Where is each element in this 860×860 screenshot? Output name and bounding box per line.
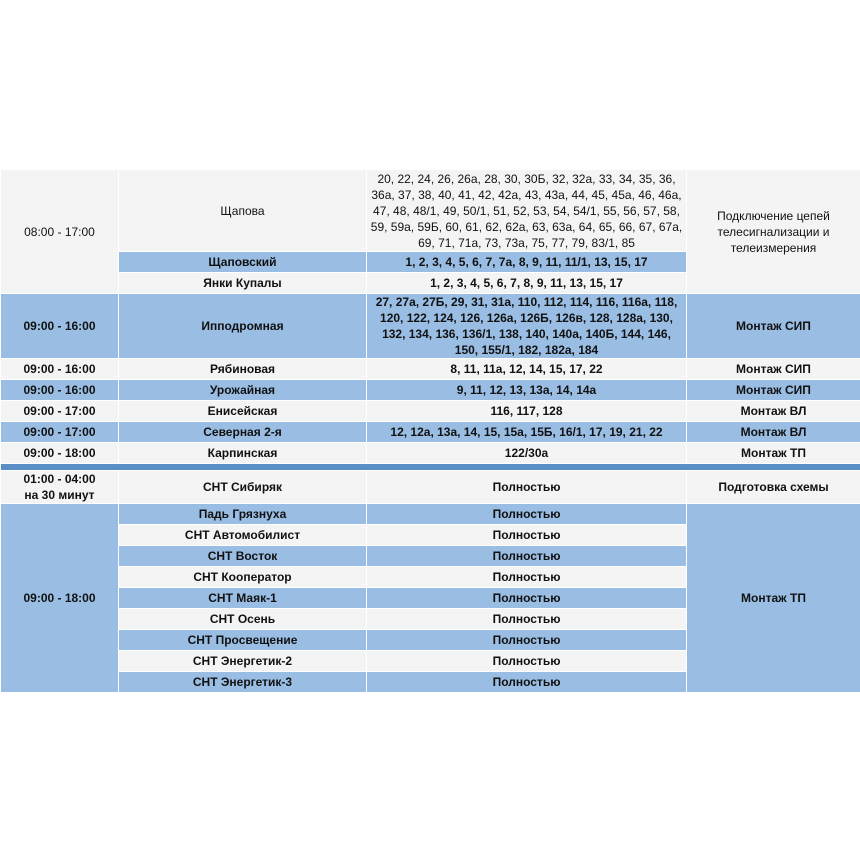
time-cell: 09:00 - 18:00	[1, 504, 119, 693]
time-cell: 09:00 - 16:00	[1, 359, 119, 380]
time-line: 01:00 - 04:00	[23, 472, 96, 486]
work-cell: Монтаж ТП	[687, 504, 860, 693]
street-cell: СНТ Автомобилист	[119, 525, 367, 546]
schedule-table	[0, 169, 860, 693]
houses-cell: Полностью	[367, 567, 687, 588]
street-cell: СНТ Сибиряк	[119, 471, 367, 504]
houses-cell: 1, 2, 3, 4, 5, 6, 7, 7а, 8, 9, 11, 11/1, 13, 15, 17	[367, 252, 687, 273]
street-cell: Падь Грязнуха	[119, 504, 367, 525]
work-cell: Подготовка схемы	[687, 471, 860, 504]
time-cell: 09:00 - 18:00	[1, 443, 119, 464]
street-cell: Янки Купалы	[119, 273, 367, 294]
houses-cell: Полностью	[367, 525, 687, 546]
street-cell: Рябиновая	[119, 359, 367, 380]
street-cell: СНТ Восток	[119, 546, 367, 567]
houses-cell: 9, 11, 12, 13, 13а, 14, 14а	[367, 380, 687, 401]
houses-cell: 12, 12а, 13а, 14, 15, 15а, 15Б, 16/1, 17, 19, 21, 22	[367, 422, 687, 443]
time-cell: 09:00 - 17:00	[1, 401, 119, 422]
street-cell: Урожайная	[119, 380, 367, 401]
work-cell: Монтаж СИП	[687, 294, 860, 359]
houses-cell: Полностью	[367, 651, 687, 672]
street-cell: СНТ Кооператор	[119, 567, 367, 588]
houses-cell: 27, 27а, 27Б, 29, 31, 31а, 110, 112, 114, 116, 116а, 118, 120, 122, 124, 126, 126а, 126Б, 126в, 128, 128а, 130, 132, 134, 136, 136/1, 138, 140, 140а, 140Б, 144, 146, 150, 155/1, 182, 182а, 184	[367, 294, 687, 359]
time-cell: 09:00 - 16:00	[1, 294, 119, 359]
houses-cell: 20, 22, 24, 26, 26а, 28, 30, 30Б, 32, 32а, 33, 34, 35, 36, 36а, 37, 38, 40, 41, 42, 42а, 43, 43а, 44, 45, 45а, 46, 46а, 47, 48, 48/1, 49, 50/1, 51, 52, 53, 54, 54/1, 55, 56, 57, 58, 59, 59а, 59Б, 60, 61, 62, 62а, 63, 63а, 64, 65, 66, 67, 67а, 69, 71, 71а, 73, 73а, 75, 77, 79, 83/1, 85	[367, 170, 687, 252]
street-cell: Ипподромная	[119, 294, 367, 359]
work-cell: Монтаж ВЛ	[687, 422, 860, 443]
houses-cell: Полностью	[367, 630, 687, 651]
time-cell: 08:00 - 17:00	[1, 170, 119, 294]
street-cell: Карпинская	[119, 443, 367, 464]
houses-cell: Полностью	[367, 504, 687, 525]
houses-cell: 116, 117, 128	[367, 401, 687, 422]
work-cell: Подключение цепей телесигнализации и телеизмерения	[687, 170, 860, 294]
street-cell: СНТ Просвещение	[119, 630, 367, 651]
houses-cell: Полностью	[367, 471, 687, 504]
work-cell: Монтаж ТП	[687, 443, 860, 464]
time-note: на 30 минут	[24, 488, 95, 502]
houses-cell: Полностью	[367, 609, 687, 630]
street-cell: СНТ Энергетик-2	[119, 651, 367, 672]
outage-schedule	[0, 169, 860, 693]
street-cell: Щаповский	[119, 252, 367, 273]
street-cell: Щапова	[119, 170, 367, 252]
street-cell: СНТ Энергетик-3	[119, 672, 367, 693]
time-cell: 09:00 - 16:00	[1, 380, 119, 401]
work-cell: Монтаж ВЛ	[687, 401, 860, 422]
work-cell: Монтаж СИП	[687, 359, 860, 380]
houses-cell: 8, 11, 11а, 12, 14, 15, 17, 22	[367, 359, 687, 380]
street-cell: СНТ Осень	[119, 609, 367, 630]
street-cell: СНТ Маяк-1	[119, 588, 367, 609]
houses-cell: 122/30а	[367, 443, 687, 464]
street-cell: Енисейская	[119, 401, 367, 422]
houses-cell: Полностью	[367, 546, 687, 567]
section-divider	[1, 464, 860, 471]
houses-cell: Полностью	[367, 672, 687, 693]
time-cell	[1, 471, 119, 504]
houses-cell: Полностью	[367, 588, 687, 609]
houses-cell: 1, 2, 3, 4, 5, 6, 7, 8, 9, 11, 13, 15, 17	[367, 273, 687, 294]
street-cell: Северная 2-я	[119, 422, 367, 443]
time-cell: 09:00 - 17:00	[1, 422, 119, 443]
work-cell: Монтаж СИП	[687, 380, 860, 401]
